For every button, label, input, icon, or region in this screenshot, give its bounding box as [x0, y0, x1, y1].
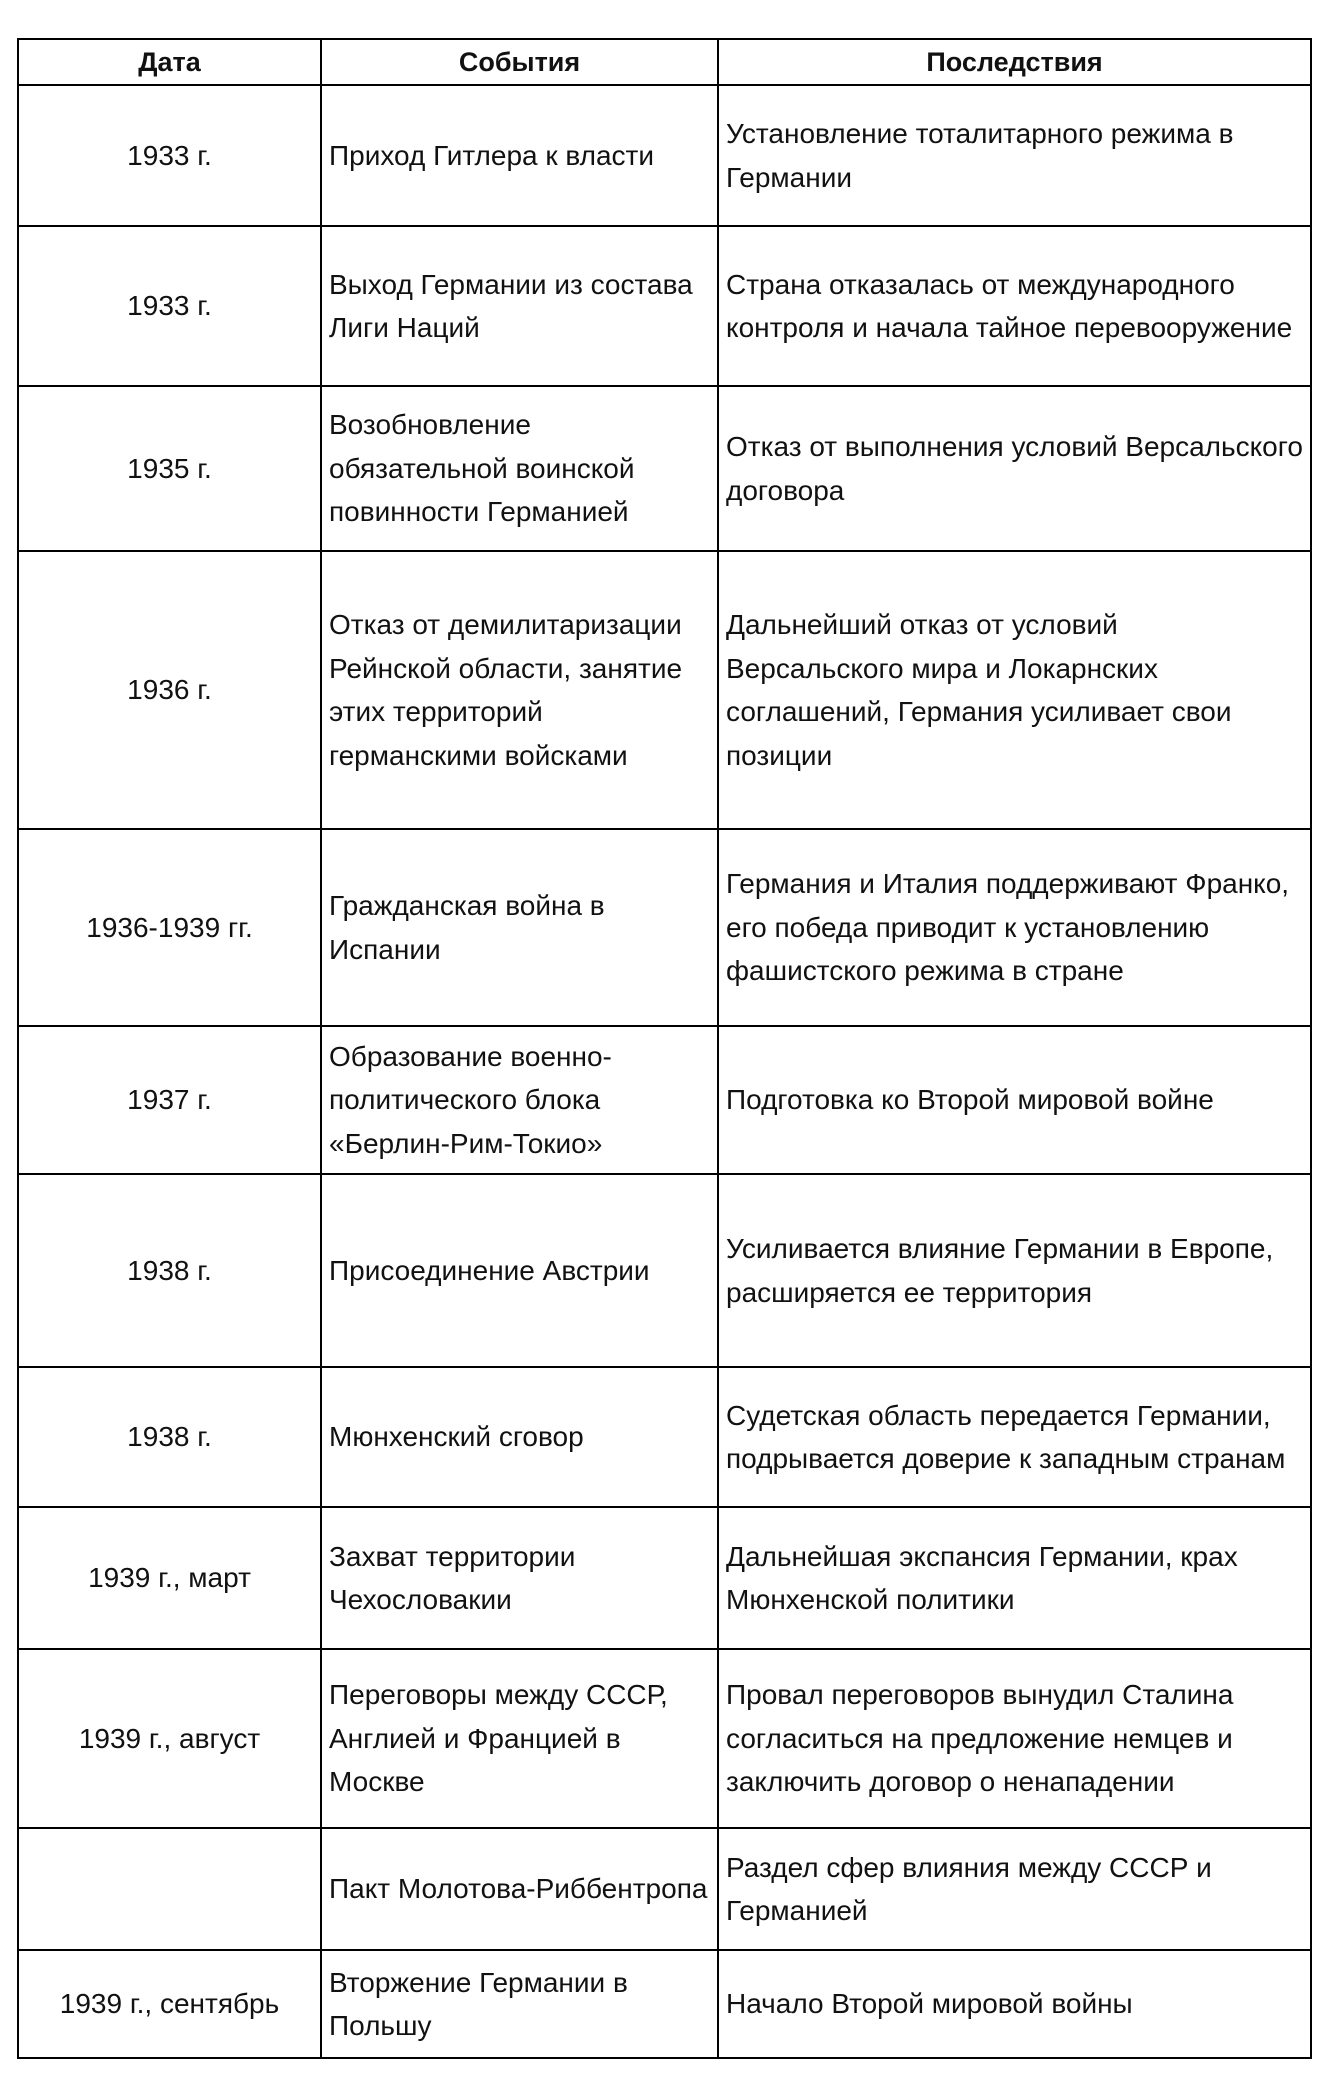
- date-cell: 1939 г., август: [18, 1649, 321, 1828]
- event-cell: Приход Гитлера к власти: [321, 85, 718, 226]
- consequence-cell: Провал переговоров вынудил Сталина согласиться на предложение немцев и заключить договор о ненападении: [718, 1649, 1311, 1828]
- consequence-cell: Германия и Италия поддерживают Франко, его победа приводит к установлению фашистского режима в стране: [718, 829, 1311, 1026]
- event-cell: Мюнхенский сговор: [321, 1367, 718, 1507]
- event-cell: Переговоры между СССР, Англией и Францией в Москве: [321, 1649, 718, 1828]
- table-row: [18, 1828, 1311, 1950]
- table-row: [18, 85, 1311, 226]
- table-row: [18, 1026, 1311, 1174]
- consequence-cell: Установление тоталитарного режима в Германии: [718, 85, 1311, 226]
- header-events: События: [321, 39, 718, 85]
- consequence-cell: Судетская область передается Германии, подрывается доверие к западным странам: [718, 1367, 1311, 1507]
- consequence-cell: Дальнейшая экспансия Германии, крах Мюнхенской политики: [718, 1507, 1311, 1649]
- table-row: [18, 226, 1311, 386]
- date-cell: 1936-1939 гг.: [18, 829, 321, 1026]
- header-row: [18, 39, 1311, 85]
- event-cell: Образование военно-политического блока «Берлин-Рим-Токио»: [321, 1026, 718, 1174]
- date-cell: 1935 г.: [18, 386, 321, 551]
- date-cell: 1938 г.: [18, 1174, 321, 1367]
- date-cell: 1936 г.: [18, 551, 321, 829]
- table-row: [18, 551, 1311, 829]
- consequence-cell: Страна отказалась от международного контроля и начала тайное перевооружение: [718, 226, 1311, 386]
- date-cell: [18, 1828, 321, 1950]
- header-date: Дата: [18, 39, 321, 85]
- event-cell: Присоединение Австрии: [321, 1174, 718, 1367]
- table-row: [18, 1367, 1311, 1507]
- event-cell: Выход Германии из состава Лиги Наций: [321, 226, 718, 386]
- consequence-cell: Начало Второй мировой войны: [718, 1950, 1311, 2058]
- event-cell: Захват территории Чехословакии: [321, 1507, 718, 1649]
- history-table: [17, 38, 1312, 2059]
- event-cell: Гражданская война в Испании: [321, 829, 718, 1026]
- table-row: [18, 829, 1311, 1026]
- event-cell: Пакт Молотова-Риббентропа: [321, 1828, 718, 1950]
- date-cell: 1939 г., март: [18, 1507, 321, 1649]
- table-header: [18, 39, 1311, 85]
- table-body: [18, 85, 1311, 2058]
- table-row: [18, 1649, 1311, 1828]
- header-consequences: Последствия: [718, 39, 1311, 85]
- date-cell: 1933 г.: [18, 85, 321, 226]
- consequence-cell: Подготовка ко Второй мировой войне: [718, 1026, 1311, 1174]
- table-row: [18, 1174, 1311, 1367]
- event-cell: Отказ от демилитаризации Рейнской области, занятие этих территорий германскими войсками: [321, 551, 718, 829]
- consequence-cell: Раздел сфер влияния между СССР и Германией: [718, 1828, 1311, 1950]
- consequence-cell: Дальнейший отказ от условий Версальского мира и Локарнских соглашений, Германия усиливает свои позиции: [718, 551, 1311, 829]
- date-cell: 1933 г.: [18, 226, 321, 386]
- date-cell: 1939 г., сентябрь: [18, 1950, 321, 2058]
- table-row: [18, 386, 1311, 551]
- consequence-cell: Отказ от выполнения условий Версальского договора: [718, 386, 1311, 551]
- event-cell: Вторжение Германии в Польшу: [321, 1950, 718, 2058]
- table-row: [18, 1950, 1311, 2058]
- date-cell: 1937 г.: [18, 1026, 321, 1174]
- date-cell: 1938 г.: [18, 1367, 321, 1507]
- event-cell: Возобновление обязательной воинской повинности Германией: [321, 386, 718, 551]
- table-row: [18, 1507, 1311, 1649]
- consequence-cell: Усиливается влияние Германии в Европе, расширяется ее территория: [718, 1174, 1311, 1367]
